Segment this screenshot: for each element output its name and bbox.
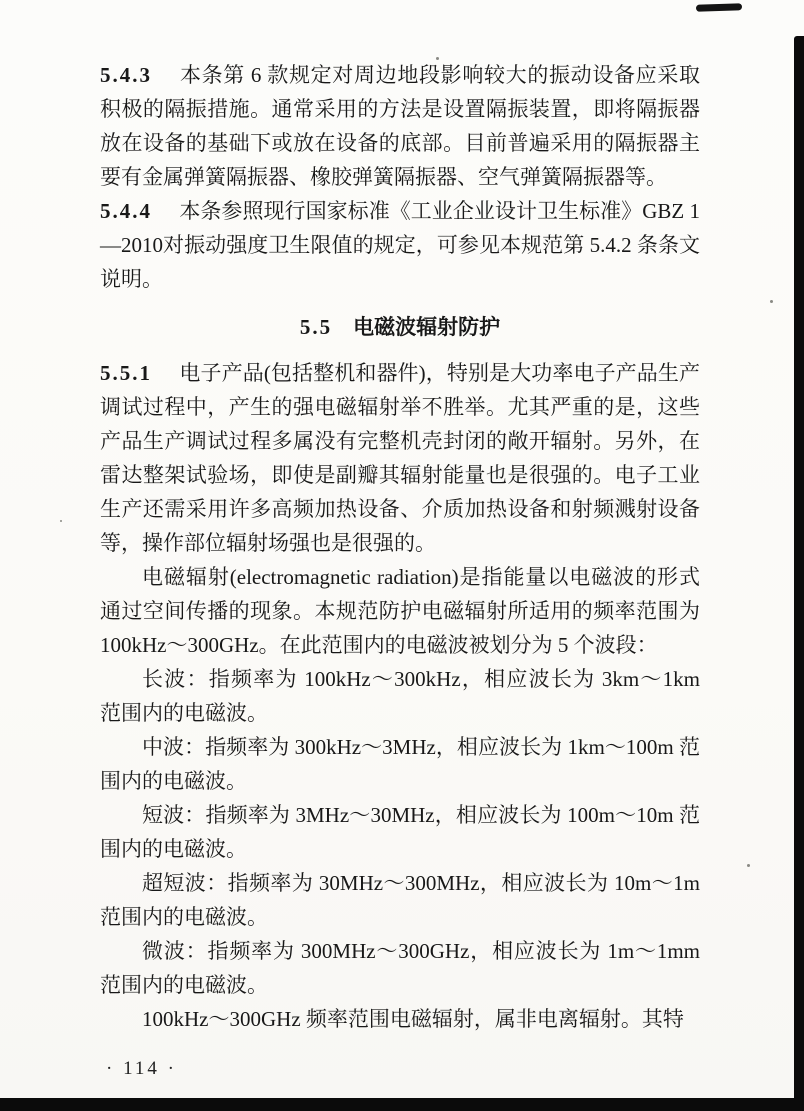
scan-speck xyxy=(770,300,773,303)
clause-5-4-4-text: 本条参照现行国家标准《工业企业设计卫生标准》GBZ 1—2010对振动强度卫生限值的规定，可参见本规范第 5.4.2 条条文说明。 xyxy=(100,199,700,291)
paragraph-ultrashortwave: 超短波：指频率为 30MHz～300MHz，相应波长为 10m～1m 范围内的电磁波。 xyxy=(100,871,700,929)
clause-5-5-1-number: 5.5.1 xyxy=(100,361,152,385)
paragraph-em-radiation: 电磁辐射(electromagnetic radiation)是指能量以电磁波的形式通过空间传播的现象。本规范防护电磁辐射所适用的频率范围为 100kHz～300GHz。在此范围内的电磁波被划分为 5 个波段： xyxy=(100,565,700,657)
section-heading-5-5 xyxy=(100,310,700,344)
section-heading-title: 电磁波辐射防护 xyxy=(353,315,501,339)
section-heading-number: 5.5 xyxy=(299,315,333,339)
clause-5-5-1-text: 电子产品(包括整机和器件)，特别是大功率电子产品生产调试过程中，产生的强电磁辐射举不胜举。尤其严重的是，这些产品生产调试过程多属没有完整机壳封闭的敞开辐射。另外，在雷达整架试验场，即使是副瓣其辐射能量也是很强的。电子工业生产还需采用许多高频加热设备、介质加热设备和射频溅射设备等，操作部位辐射场强也是很强的。 xyxy=(100,361,700,555)
clause-5-4-4 xyxy=(100,194,700,296)
page-text-block xyxy=(100,58,700,1086)
scan-edge-bottom xyxy=(0,1098,804,1111)
scan-speck xyxy=(747,864,750,867)
paragraph-shortwave: 短波：指频率为 3MHz～30MHz，相应波长为 100m～10m 范围内的电磁波。 xyxy=(100,803,700,861)
clause-5-4-3 xyxy=(100,58,700,194)
paragraph-final: 100kHz～300GHz 频率范围电磁辐射，属非电离辐射。其特 xyxy=(142,1007,684,1031)
page-number: · 114 · xyxy=(106,1058,177,1079)
paragraph-mediumwave: 中波：指频率为 300kHz～3MHz，相应波长为 1km～100m 范围内的电磁波。 xyxy=(100,735,700,793)
clause-5-4-4-number: 5.4.4 xyxy=(100,199,152,223)
clause-5-4-3-text: 本条第 6 款规定对周边地段影响较大的振动设备应采取积极的隔振措施。通常采用的方法是设置隔振装置，即将隔振器放在设备的基础下或放在设备的底部。目前普遍采用的隔振器主要有金属弹簧隔振器、橡胶弹簧隔振器、空气弹簧隔振器等。 xyxy=(100,63,700,189)
paragraph-longwave: 长波：指频率为 100kHz～300kHz，相应波长为 3km～1km 范围内的电磁波。 xyxy=(100,667,700,725)
scan-speck xyxy=(436,57,439,60)
scan-edge-right xyxy=(794,36,804,1111)
scan-speck xyxy=(60,520,62,522)
scan-artifact-top xyxy=(696,3,742,12)
clause-5-4-3-number: 5.4.3 xyxy=(100,63,152,87)
paragraph-microwave: 微波：指频率为 300MHz～300GHz，相应波长为 1m～1mm 范围内的电磁波。 xyxy=(100,939,700,997)
clause-5-5-1 xyxy=(100,356,700,560)
